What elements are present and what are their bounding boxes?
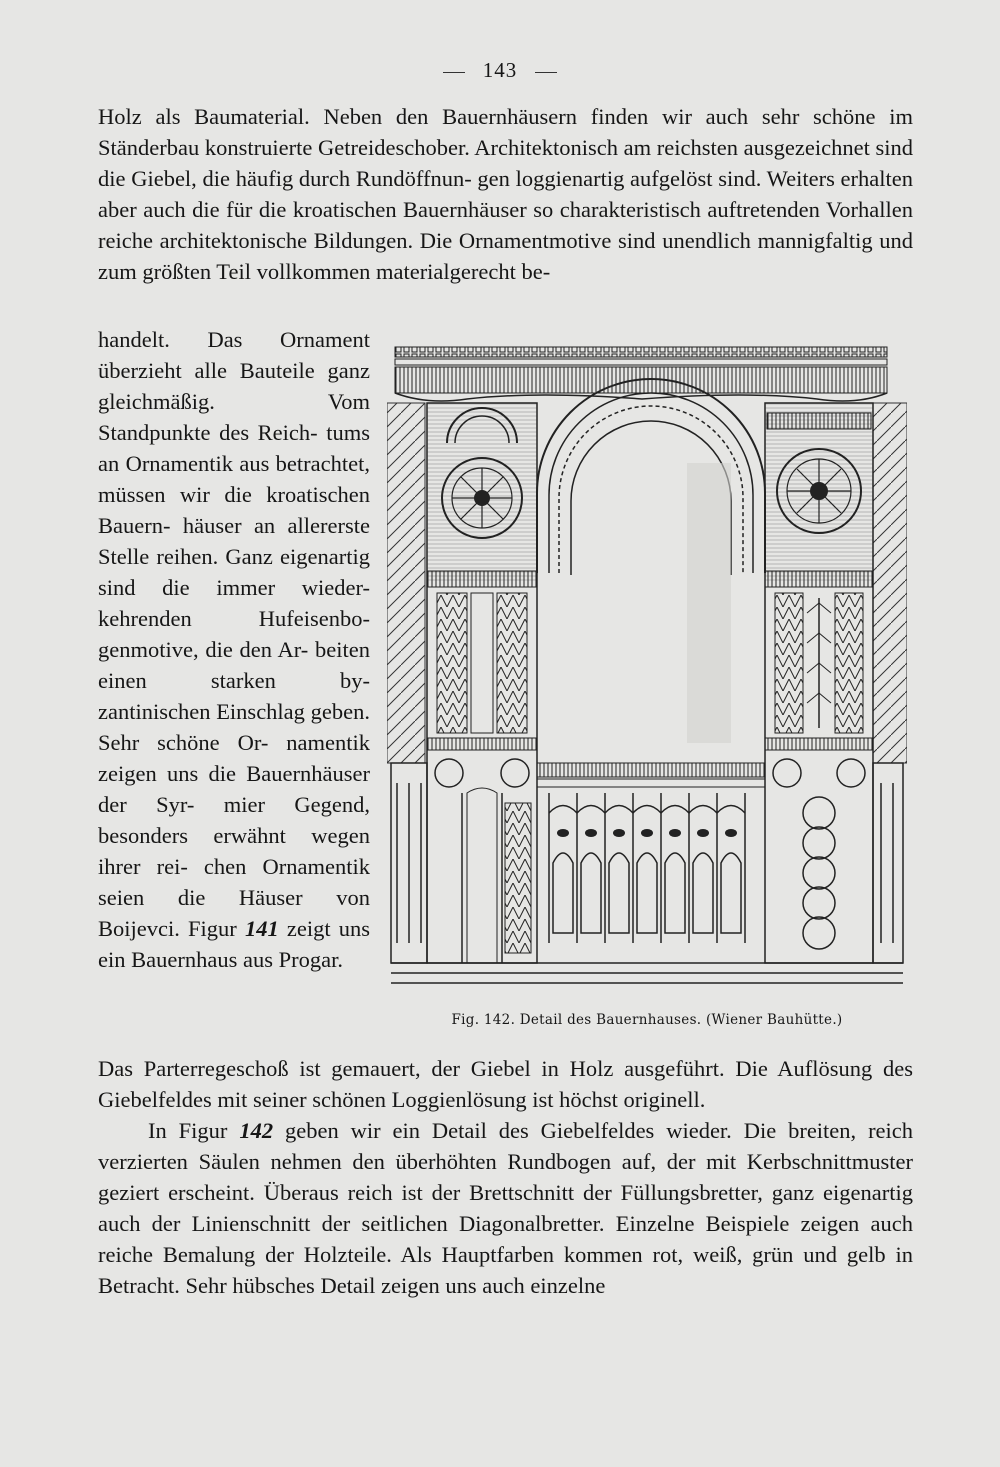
paragraph-bottom — [98, 1053, 913, 1301]
side-text-before: handelt. Das Ornament überzieht alle Bauteile ganz gleichmäßig. Vom Standpunkte des Reich- tums an Ornamentik aus betrachtet, müssen wir die kroatischen Bauern- häuser an allererste Stelle reihen. Ganz eigenartig sind die immer wieder- kehrenden Hufeisenbo- genmotive, die den Ar- beiten einen starken by- zantinischen Einschlag geben. Sehr schöne Or- namentik zeigen uns die Bauernhäuser der Syr- mier Gegend, besonders erwähnt wegen ihrer rei- chen Ornamentik seien die Häuser von Boijevci. — [98, 327, 370, 941]
figure-caption: Fig. 142. Detail des Bauernhauses. (Wiener Bauhütte.) — [451, 1012, 843, 1028]
bottom-text-after: geben wir ein Detail des Giebelfeldes wieder. Die breiten, reich verzierten Säulen nehmen den überhöhten Rundbogen auf, der mit Kerbschnittmuster geziert erscheint. Überaus reich ist der Brettschnitt der Füllungsbretter, ganz eigenartig auch der Linienschnitt der seitlichen Diagonalbretter. Einzelne Beispiele zeigen auch reiche Bemalung der Holzteile. Als Hauptfarben kommen rot, weiß, grün und gelb in Betracht. Sehr hübsches Detail zeigen uns auch einzelne — [98, 1118, 914, 1298]
paragraph-side-column — [98, 324, 370, 975]
page-number-dash-left — [443, 72, 465, 73]
side-fig-word: Figur — [188, 916, 237, 941]
paragraph-top: Holz als Baumaterial. Neben den Bauernhäusern finden wir auch sehr schöne im Ständerbau konstruierte Getreideschober. Architektonisch am reichsten ausgezeichnet sind die Giebel, die häufig durch Rundöffnun- gen loggienartig aufgelöst sind. Weiters erhalten aber auch die für die kroatischen Bauernhäuser so charakteristisch auftretenden Vorhallen reiche architektonische Bildungen. Die Ornamentmotive sind unendlich mannigfaltig und zum größten Teil vollkommen materialgerecht be- — [98, 104, 913, 284]
left-pillar — [427, 403, 537, 963]
paragraph-bottom-1: Das Parterregeschoß ist gemauert, der Giebel in Holz ausgeführt. Die Auflösung des Giebelfeldes mit seiner schönen Loggienlösung ist höchst originell. — [98, 1056, 913, 1112]
side-text-after: zeigt uns ein Bauernhaus aus Progar. — [98, 916, 371, 972]
right-pillar — [765, 403, 873, 963]
figure-142-illustration — [387, 343, 907, 998]
figure-ref-141: 141 — [244, 916, 279, 941]
bottom-text-before: In Figur — [148, 1118, 228, 1143]
page-number — [0, 58, 1000, 83]
page-number-dash-right — [535, 72, 557, 73]
paragraph-bottom-2 — [98, 1115, 913, 1301]
opening-shadow — [687, 463, 731, 743]
left-diagonal-boards — [387, 403, 425, 763]
right-diagonal-boards — [873, 403, 907, 763]
base-rails — [391, 963, 903, 983]
woodcarving-drawing — [387, 343, 907, 998]
railing-panels — [537, 763, 765, 943]
figure-ref-142: 142 — [239, 1118, 274, 1143]
page-number-text: 143 — [482, 58, 518, 82]
